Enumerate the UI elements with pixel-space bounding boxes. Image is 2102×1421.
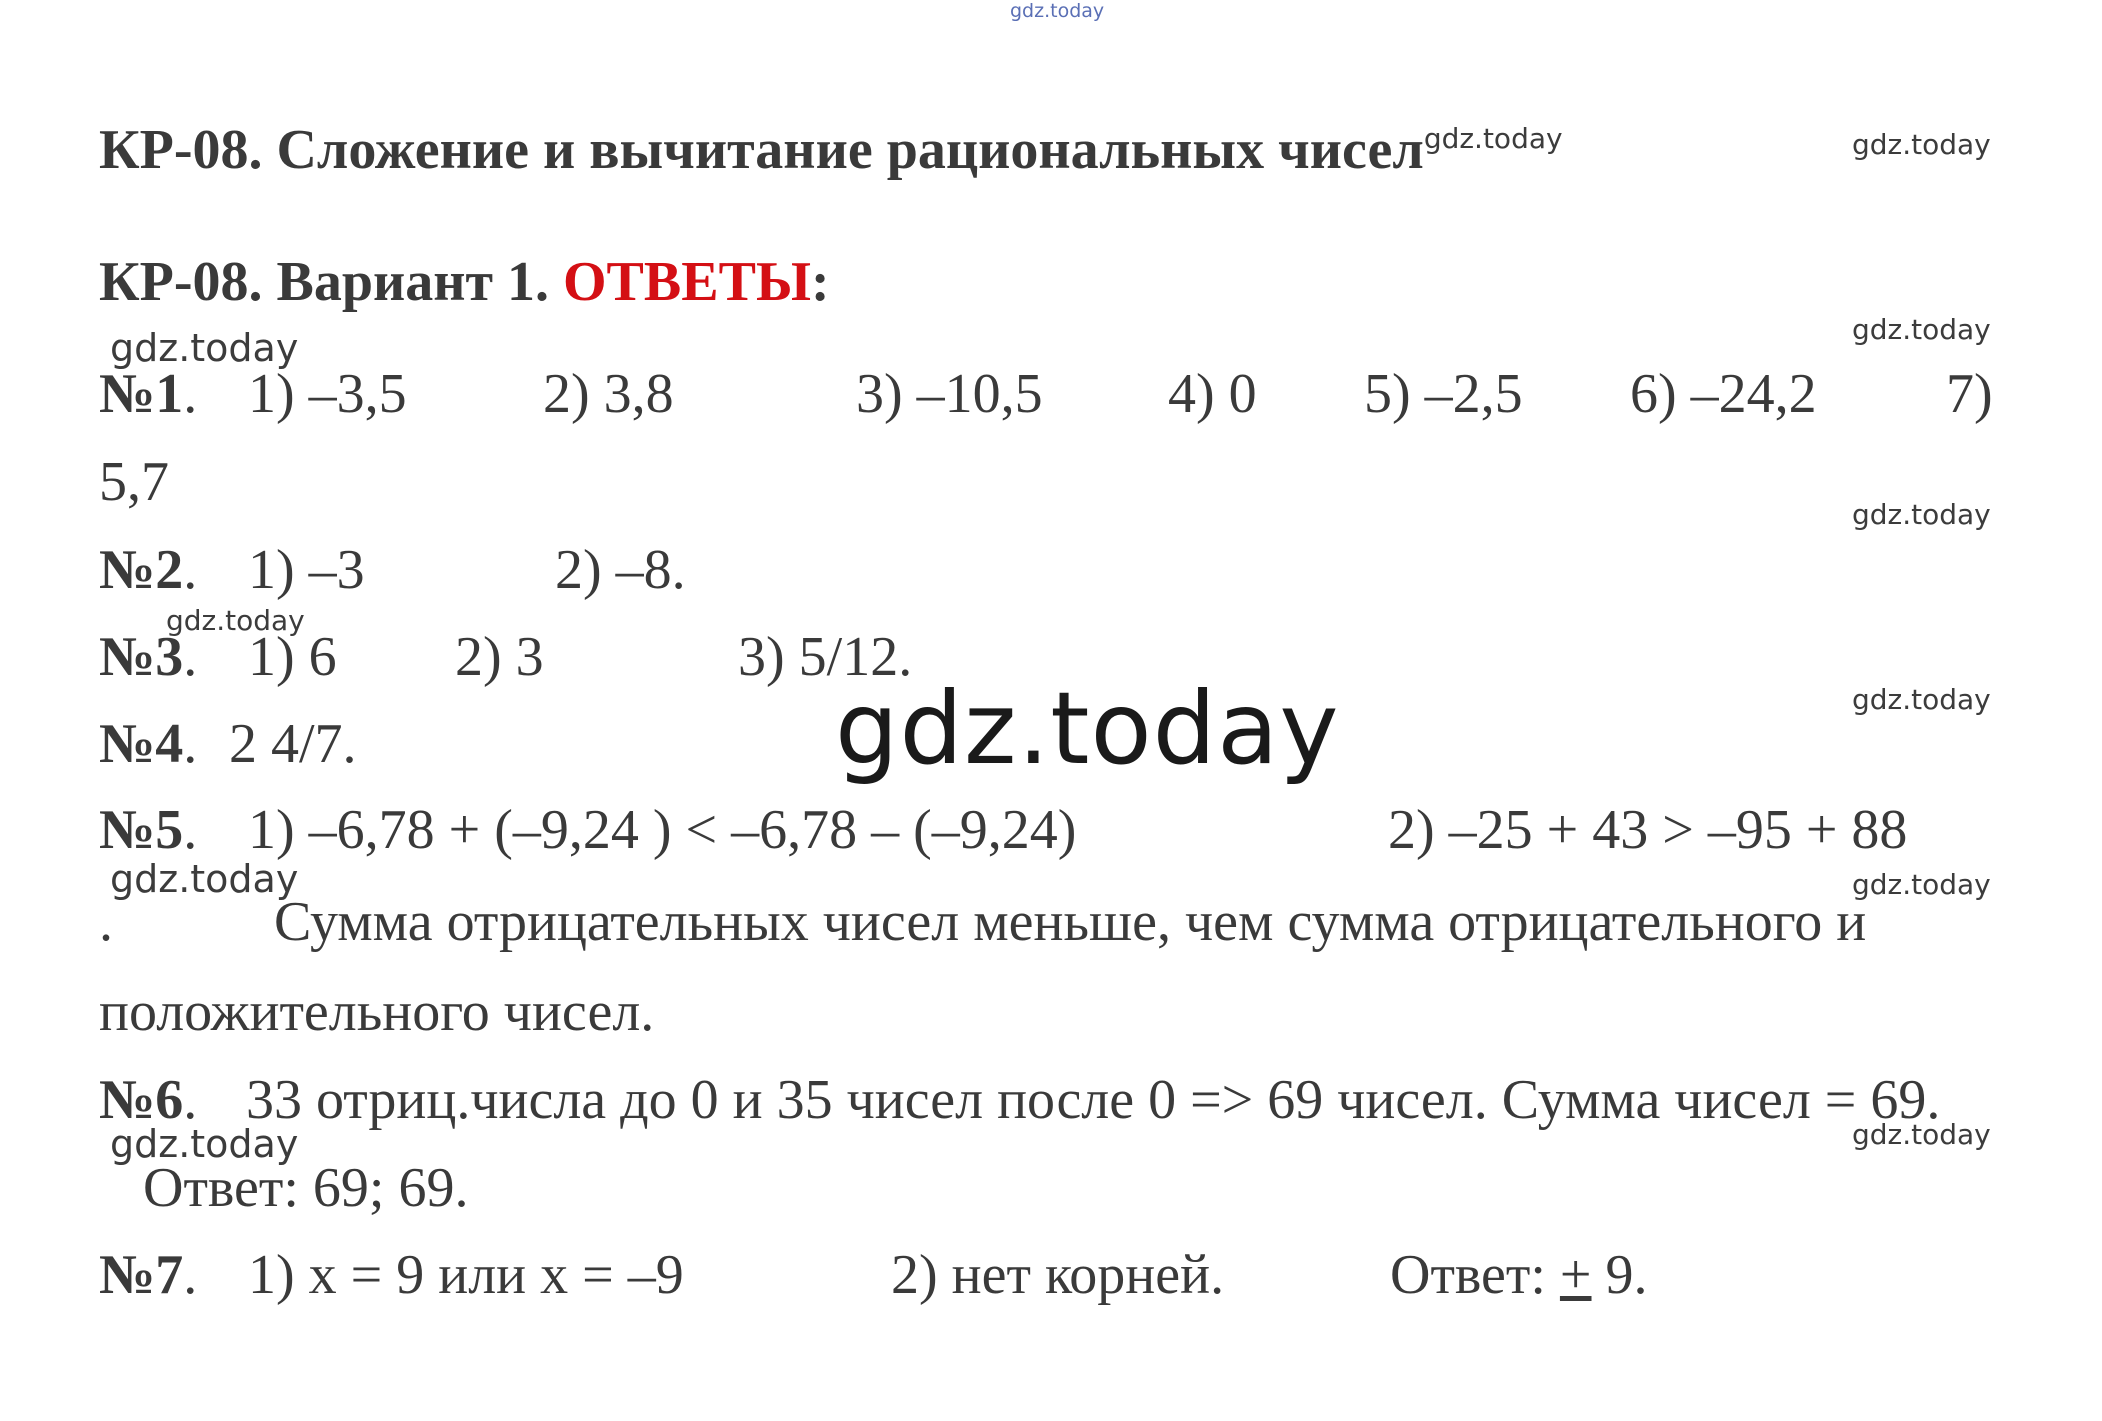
answer-5-explanation-2: положительного чисел. xyxy=(99,981,655,1043)
answer-5-explanation-1: Сумма отрицательных чисел меньше, чем сумма отрицательного и xyxy=(274,891,1867,953)
answer-4-value: 2 4/7. xyxy=(229,713,357,775)
answer-6-answer: Ответ: 69; 69. xyxy=(143,1157,469,1219)
variant-colon: : xyxy=(810,251,830,313)
answer-2-item-2: 2) –8. xyxy=(555,539,686,601)
answer-6-text: 33 отриц.числа до 0 и 35 чисел после 0 => 69 чисел. Сумма чисел = 69. xyxy=(246,1069,1941,1131)
answer-1-item-2: 2) 3,8 xyxy=(543,363,674,425)
watermark-title: gdz.today xyxy=(1423,122,1563,155)
watermark-right-2: gdz.today xyxy=(1852,313,1991,346)
watermark-right-6: gdz.today xyxy=(1852,1118,1991,1151)
answer-1-item-1: 1) –3,5 xyxy=(248,363,407,425)
answer-1-item-4: 4) 0 xyxy=(1168,363,1257,425)
answer-1-wrap: 5,7 xyxy=(99,451,169,513)
answers-label: ОТВЕТЫ xyxy=(563,251,811,313)
watermark-right-4: gdz.today xyxy=(1852,683,1991,716)
answer-7-part-2: 2) нет корней. xyxy=(891,1244,1225,1306)
variant-prefix: КР-08. Вариант 1. xyxy=(99,251,563,313)
watermark-left-3: gdz.today xyxy=(110,857,299,901)
answer-5-part-1: 1) –6,78 + (–9,24 ) < –6,78 – (–9,24) xyxy=(248,799,1077,861)
watermark-right-1: gdz.today xyxy=(1852,128,1991,161)
answer-1-item-7: 7) xyxy=(1946,363,1993,425)
answer-3-item-2: 2) 3 xyxy=(455,626,544,688)
answer-5-part-2: 2) –25 + 43 > –95 + 88 xyxy=(1388,799,1908,861)
answer-1-label: №1. xyxy=(99,363,198,425)
answer-2-item-1: 1) –3 xyxy=(248,539,365,601)
answer-1-item-3: 3) –10,5 xyxy=(856,363,1043,425)
answer-3-item-3: 3) 5/12. xyxy=(738,626,913,688)
answer-1-item-5: 5) –2,5 xyxy=(1364,363,1523,425)
answer-1-item-6: 6) –24,2 xyxy=(1630,363,1817,425)
watermark-large: gdz.today xyxy=(835,670,1340,787)
watermark-top: gdz.today xyxy=(1010,0,1105,22)
answer-3-item-1: 1) 6 xyxy=(248,626,337,688)
plus-minus-sign: + xyxy=(1559,1244,1592,1306)
answer-2-label: №2. xyxy=(99,539,198,601)
page-title xyxy=(99,118,1563,182)
answer-7-label: №7. xyxy=(99,1244,198,1306)
answer-3-label: №3. xyxy=(99,626,198,688)
answer-6-label: №6. xyxy=(99,1069,198,1131)
watermark-left-1: gdz.today xyxy=(110,326,299,370)
variant-heading xyxy=(99,250,830,314)
answer-7-part-1: 1) x = 9 или x = –9 xyxy=(248,1244,684,1306)
watermark-left-4: gdz.today xyxy=(110,1122,299,1166)
answer-4-label: №4. xyxy=(99,713,198,775)
page-title-text: КР-08. Сложение и вычитание рациональных чисел xyxy=(99,119,1424,181)
answer-5-label: №5. xyxy=(99,799,198,861)
answer-5-lead-dot: . xyxy=(99,891,113,953)
watermark-left-2: gdz.today xyxy=(166,604,305,637)
answer-7-final: Ответ: + 9. xyxy=(1390,1244,1648,1306)
watermark-right-5: gdz.today xyxy=(1852,868,1991,901)
watermark-right-3: gdz.today xyxy=(1852,498,1991,531)
